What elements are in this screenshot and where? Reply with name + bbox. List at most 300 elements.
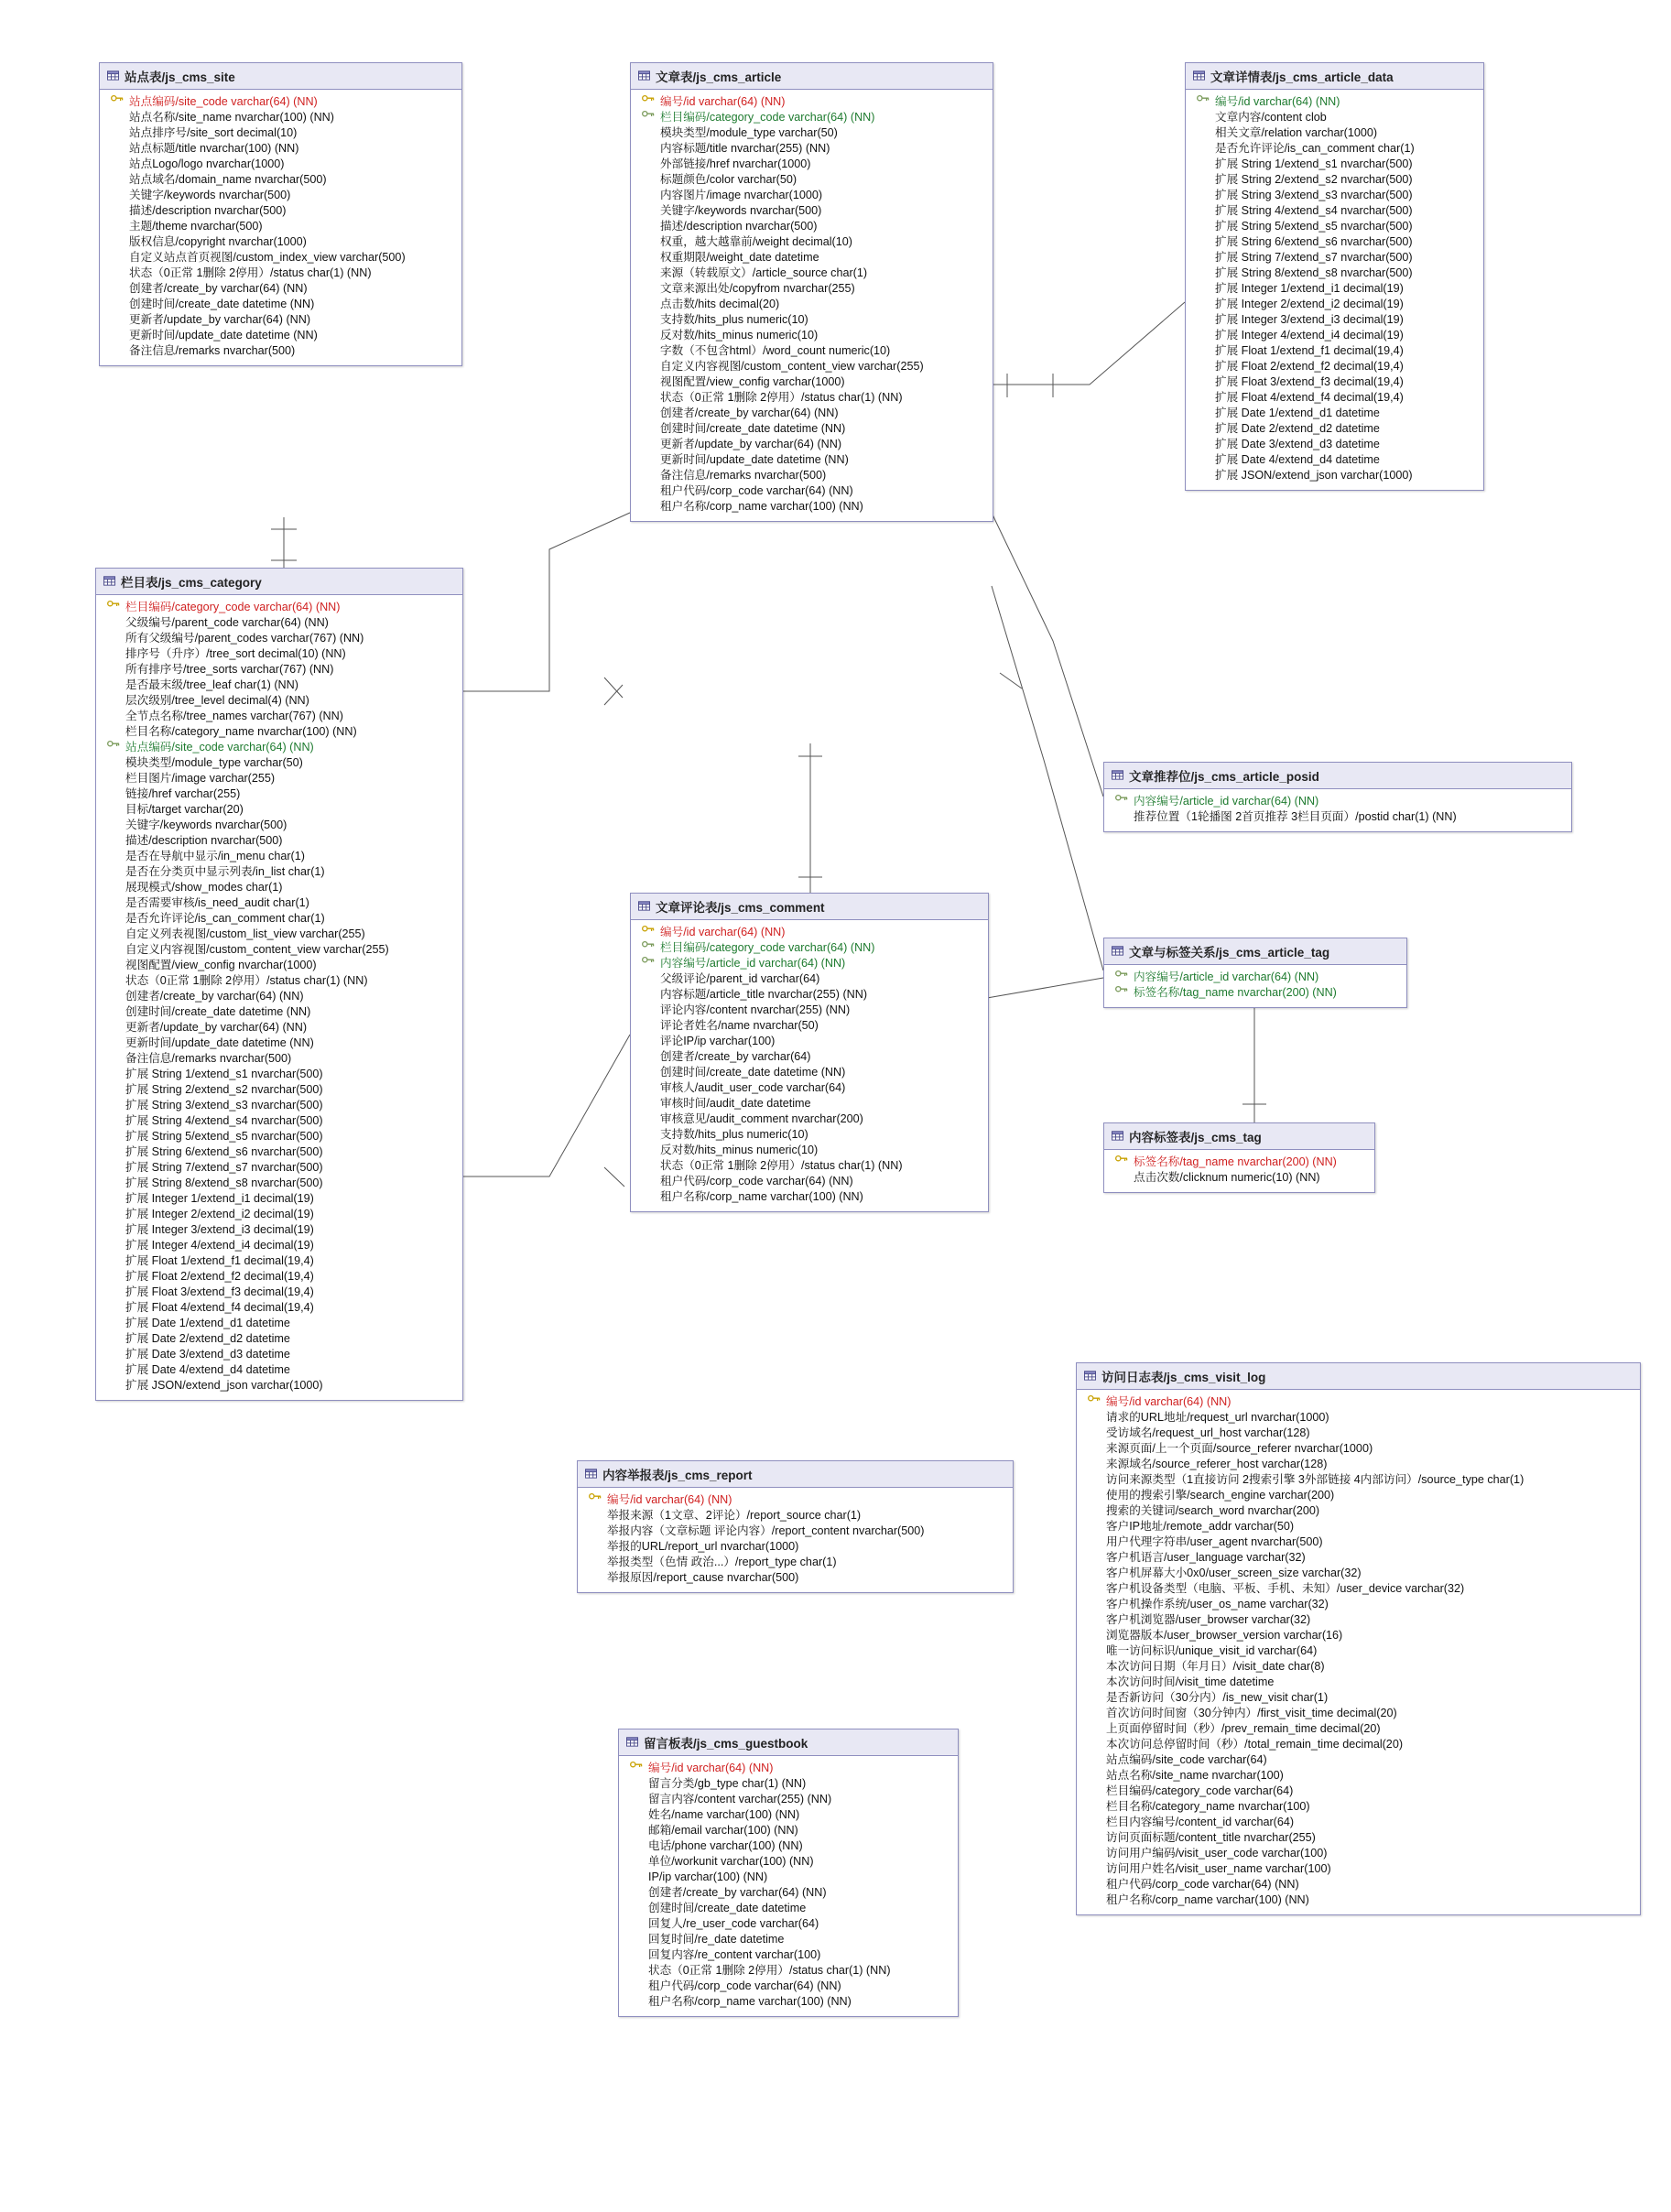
column-row (1082, 1441, 1634, 1457)
column-row (105, 266, 456, 281)
column-label: 模块类型/module_type varchar(50) (660, 126, 838, 139)
column-label: 扩展 Date 4/extend_d4 datetime (1215, 453, 1380, 466)
column-row (1191, 312, 1478, 328)
entity-header-report (578, 1461, 1013, 1488)
column-row (102, 1316, 457, 1331)
column-label: 父级编号/parent_code varchar(64) (NN) (125, 616, 329, 629)
column-row (102, 1129, 457, 1144)
column-label: 是否允许评论/is_can_comment char(1) (125, 912, 325, 925)
column-row (1082, 1550, 1634, 1566)
column-row (102, 880, 457, 895)
entity-header-comment (631, 894, 988, 920)
column-label: 扩展 Float 1/extend_f1 decimal(19,4) (1215, 344, 1404, 357)
column-label: 扩展 String 7/extend_s7 nvarchar(500) (125, 1161, 323, 1174)
entity-header-article_tag (1104, 938, 1406, 965)
column-row (1191, 452, 1478, 468)
column-row (624, 1979, 952, 1994)
column-label: 创建者/create_by varchar(64) (NN) (648, 1886, 827, 1899)
column-label: 内容编号/article_id varchar(64) (NN) (1134, 795, 1319, 808)
column-row (105, 234, 456, 250)
column-row (583, 1523, 1007, 1539)
column-label: 所有排序号/tree_sorts varchar(767) (NN) (125, 663, 334, 676)
column-label: 举报内容（文章标题 评论内容）/report_content nvarchar(500) (607, 1524, 925, 1537)
column-label: 标签名称/tag_name nvarchar(200) (NN) (1134, 986, 1337, 999)
column-row (1082, 1784, 1634, 1799)
column-label: 租户名称/corp_name varchar(100) (NN) (660, 1190, 863, 1203)
entity-visit_log[interactable] (1076, 1362, 1641, 1915)
column-row (105, 157, 456, 172)
column-label: 扩展 String 8/extend_s8 nvarchar(500) (125, 1176, 323, 1189)
column-row (1082, 1877, 1634, 1892)
primary-key-icon (102, 600, 125, 609)
column-label: 客户机设备类型（电脑、平板、手机、未知）/user_device varchar(32) (1106, 1582, 1465, 1595)
column-row (624, 1916, 952, 1932)
entity-columns (100, 90, 461, 365)
column-label: 客户机操作系统/user_os_name varchar(32) (1106, 1598, 1329, 1610)
foreign-key-icon (636, 956, 660, 965)
column-row (1082, 1457, 1634, 1472)
column-label: 文章内容/content clob (1215, 111, 1327, 124)
column-row (636, 499, 987, 515)
column-row (624, 1792, 952, 1807)
column-row (1191, 141, 1478, 157)
column-label: 浏览器版本/user_browser_version varchar(16) (1106, 1629, 1343, 1642)
column-label: 请求的URL地址/request_url nvarchar(1000) (1106, 1411, 1329, 1424)
column-row (102, 1285, 457, 1300)
column-label: 站点编码/site_code varchar(64) (NN) (129, 95, 318, 108)
column-label: 租户名称/corp_name varchar(100) (NN) (660, 500, 863, 513)
column-row (105, 297, 456, 312)
column-label: 审核时间/audit_date datetime (660, 1097, 811, 1110)
column-row (102, 678, 457, 693)
column-row (624, 1823, 952, 1838)
column-label: 链接/href varchar(255) (125, 787, 241, 800)
entity-article_data[interactable] (1185, 62, 1484, 491)
entity-title: 访问日志表/js_cms_visit_log (1101, 1371, 1266, 1384)
column-label: 权重，越大越靠前/weight decimal(10) (660, 235, 852, 248)
column-row (102, 693, 457, 709)
column-label: 客户机语言/user_language varchar(32) (1106, 1551, 1306, 1564)
column-row (102, 1082, 457, 1098)
column-label: 视图配置/view_config nvarchar(1000) (125, 959, 317, 971)
column-row (636, 987, 982, 1003)
column-label: 内容标题/title nvarchar(255) (NN) (660, 142, 830, 155)
column-label: 栏目内容编号/content_id varchar(64) (1106, 1816, 1295, 1828)
column-row (636, 297, 987, 312)
entity-columns (1104, 789, 1571, 831)
column-label: 更新者/update_by varchar(64) (NN) (129, 313, 311, 326)
column-label: 本次访问日期（年月日）/visit_date char(8) (1106, 1660, 1325, 1673)
column-row (624, 1838, 952, 1854)
column-label: 栏目编码/category_code varchar(64) (NN) (125, 601, 341, 613)
column-row (102, 911, 457, 927)
column-label: 站点排序号/site_sort decimal(10) (129, 126, 298, 139)
column-row-foreign-key (636, 956, 982, 971)
column-label: 反对数/hits_minus numeric(10) (660, 1144, 819, 1156)
column-row (1191, 374, 1478, 390)
column-row (105, 125, 456, 141)
column-label: 扩展 Float 4/extend_f4 decimal(19,4) (125, 1301, 314, 1314)
column-row (1082, 1768, 1634, 1784)
column-label: 层次级别/tree_level decimal(4) (NN) (125, 694, 309, 707)
column-row (636, 157, 987, 172)
column-row (1082, 1643, 1634, 1659)
column-row (102, 973, 457, 989)
column-row-foreign-key (1110, 794, 1566, 809)
column-label: 姓名/name varchar(100) (NN) (648, 1808, 800, 1821)
foreign-key-icon (636, 940, 660, 949)
entity-header-article (631, 63, 993, 90)
column-label: 扩展 Date 4/extend_d4 datetime (125, 1363, 290, 1376)
column-row (1082, 1581, 1634, 1597)
column-label: 模块类型/module_type varchar(50) (125, 756, 303, 769)
column-label: 扩展 Integer 1/extend_i1 decimal(19) (1215, 282, 1404, 295)
column-row (102, 927, 457, 942)
foreign-key-icon (1110, 970, 1134, 979)
column-row (1082, 1488, 1634, 1503)
column-row (102, 1067, 457, 1082)
column-row (1082, 1690, 1634, 1706)
column-row (1082, 1675, 1634, 1690)
entity-article[interactable] (630, 62, 993, 522)
column-row (624, 1807, 952, 1823)
entity-columns (1104, 965, 1406, 1007)
entity-title: 文章详情表/js_cms_article_data (1210, 70, 1394, 84)
column-label: 是否新访问（30分内）/is_new_visit char(1) (1106, 1691, 1329, 1704)
column-label: 备注信息/remarks nvarchar(500) (660, 469, 827, 482)
column-label: 回复时间/re_date datetime (648, 1933, 785, 1946)
column-label: 自定义内容视图/custom_content_view varchar(255) (660, 360, 924, 373)
column-label: 创建时间/create_date datetime (NN) (660, 422, 846, 435)
column-row (102, 1253, 457, 1269)
column-row (102, 631, 457, 646)
foreign-key-icon (1191, 94, 1215, 103)
column-label: 反对数/hits_minus numeric(10) (660, 329, 819, 342)
column-row (636, 437, 987, 452)
entity-title: 栏目表/js_cms_category (121, 576, 262, 590)
column-label: 扩展 String 8/extend_s8 nvarchar(500) (1215, 266, 1413, 279)
column-row (636, 1065, 982, 1080)
column-label: 排序号（升序）/tree_sort decimal(10) (NN) (125, 647, 346, 660)
column-label: 使用的搜索引擎/search_engine varchar(200) (1106, 1489, 1335, 1502)
entity-columns (619, 1756, 958, 2016)
table-icon (107, 70, 119, 83)
column-row (636, 219, 987, 234)
foreign-key-icon (1110, 794, 1134, 803)
column-label: 内容标题/article_title nvarchar(255) (NN) (660, 988, 868, 1001)
entity-header-site (100, 63, 461, 90)
column-label: 扩展 String 2/extend_s2 nvarchar(500) (125, 1083, 323, 1096)
column-row-primary-key (1082, 1394, 1634, 1410)
column-label: 扩展 String 4/extend_s4 nvarchar(500) (1215, 204, 1413, 217)
column-label: 扩展 Date 3/extend_d3 datetime (125, 1348, 290, 1361)
column-label: 租户名称/corp_name varchar(100) (NN) (1106, 1893, 1309, 1906)
column-label: 扩展 JSON/extend_json varchar(1000) (125, 1379, 323, 1392)
table-icon (1112, 769, 1123, 783)
column-label: 是否允许评论/is_can_comment char(1) (1215, 142, 1415, 155)
entity-article_tag[interactable] (1103, 938, 1407, 1008)
column-row (636, 188, 987, 203)
column-row (105, 328, 456, 343)
column-row (636, 141, 987, 157)
column-row (102, 615, 457, 631)
table-icon (585, 1468, 597, 1481)
column-label: 关键字/keywords nvarchar(500) (660, 204, 822, 217)
column-row (1191, 406, 1478, 421)
column-row (624, 1776, 952, 1792)
column-row (624, 1963, 952, 1979)
column-label: 租户代码/corp_code varchar(64) (NN) (660, 1175, 853, 1187)
column-row (636, 971, 982, 987)
column-row (102, 958, 457, 973)
column-row (624, 1947, 952, 1963)
column-row-foreign-key (102, 740, 457, 755)
column-label: 是否最末级/tree_leaf char(1) (NN) (125, 678, 298, 691)
entity-category[interactable] (95, 568, 463, 1401)
column-label: 状态（0正常 1删除 2停用）/status char(1) (NN) (129, 266, 372, 279)
table-icon (638, 70, 650, 83)
column-label: 编号/id varchar(64) (NN) (660, 95, 786, 108)
column-label: 租户名称/corp_name varchar(100) (NN) (648, 1995, 852, 2008)
column-label: 搜索的关键词/search_word nvarchar(200) (1106, 1504, 1320, 1517)
column-label: 更新者/update_by varchar(64) (NN) (125, 1021, 308, 1034)
column-label: 点击次数/clicknum numeric(10) (NN) (1134, 1171, 1320, 1184)
entity-tag[interactable] (1103, 1122, 1375, 1193)
column-label: 关键字/keywords nvarchar(500) (125, 819, 288, 831)
primary-key-icon (624, 1761, 648, 1770)
column-label: 租户代码/corp_code varchar(64) (NN) (660, 484, 853, 497)
column-row (102, 895, 457, 911)
column-row (1191, 421, 1478, 437)
column-row (1110, 1170, 1369, 1186)
column-row (102, 1378, 457, 1393)
column-label: 推荐位置（1轮播图 2首页推荐 3栏目页面）/postid char(1) (NN) (1134, 810, 1457, 823)
column-row (1191, 343, 1478, 359)
column-row (102, 1300, 457, 1316)
column-row (636, 1189, 982, 1205)
column-row (102, 942, 457, 958)
column-label: 文章来源出处/copyfrom nvarchar(255) (660, 282, 855, 295)
column-row (1082, 1706, 1634, 1721)
column-row (102, 786, 457, 802)
column-row (1082, 1426, 1634, 1441)
column-row (636, 468, 987, 483)
column-label: 扩展 Integer 3/extend_i3 decimal(19) (125, 1223, 314, 1236)
column-row (636, 343, 987, 359)
entity-header-article_data (1186, 63, 1483, 90)
entity-title: 内容举报表/js_cms_report (602, 1469, 753, 1482)
column-label: 自定义站点首页视图/custom_index_view varchar(500) (129, 251, 406, 264)
column-label: 是否在导航中显示/in_menu char(1) (125, 850, 305, 862)
column-label: 创建时间/create_date datetime (NN) (125, 1005, 311, 1018)
table-icon (103, 575, 115, 589)
column-label: 栏目名称/category_name nvarchar(100) (NN) (125, 725, 357, 738)
column-label: 字数（不包含html）/word_count numeric(10) (660, 344, 891, 357)
column-row-primary-key (636, 94, 987, 110)
column-row-primary-key (636, 925, 982, 940)
column-label: 描述/description nvarchar(500) (125, 834, 283, 847)
column-row (624, 1994, 952, 2010)
column-label: 扩展 Date 1/extend_d1 datetime (125, 1317, 290, 1329)
entity-title: 文章推荐位/js_cms_article_posid (1129, 770, 1319, 784)
entity-header-guestbook (619, 1729, 958, 1756)
column-row (583, 1570, 1007, 1586)
column-row (636, 312, 987, 328)
entity-comment[interactable] (630, 893, 989, 1212)
column-row (102, 1347, 457, 1362)
column-row (636, 1127, 982, 1143)
primary-key-icon (636, 925, 660, 934)
column-row (102, 849, 457, 864)
column-row (1110, 809, 1566, 825)
column-row (636, 1034, 982, 1049)
column-label: 扩展 Date 3/extend_d3 datetime (1215, 438, 1380, 450)
table-icon (1193, 70, 1205, 83)
column-row (1191, 234, 1478, 250)
column-label: 客户机浏览器/user_browser varchar(32) (1106, 1613, 1311, 1626)
column-label: 站点名称/site_name nvarchar(100) (1106, 1769, 1284, 1782)
column-row (105, 312, 456, 328)
column-label: 扩展 Integer 4/extend_i4 decimal(19) (125, 1239, 314, 1252)
column-row (1191, 437, 1478, 452)
column-label: 栏目编码/category_code varchar(64) (1106, 1784, 1294, 1797)
column-label: 访问用户编码/visit_user_code varchar(100) (1106, 1847, 1328, 1860)
column-label: 扩展 String 7/extend_s7 nvarchar(500) (1215, 251, 1413, 264)
primary-key-icon (105, 94, 129, 103)
column-label: 扩展 Float 2/extend_f2 decimal(19,4) (125, 1270, 314, 1283)
column-label: 来源（转载原文）/article_source char(1) (660, 266, 868, 279)
column-row (1191, 219, 1478, 234)
entity-title: 文章评论表/js_cms_comment (656, 901, 825, 915)
column-label: 举报的URL/report_url nvarchar(1000) (607, 1540, 799, 1553)
column-row (1191, 468, 1478, 483)
primary-key-icon (636, 94, 660, 103)
column-label: 编号/id varchar(64) (NN) (607, 1493, 732, 1506)
column-label: 状态（0正常 1删除 2停用）/status char(1) (NN) (660, 391, 903, 404)
column-row (102, 1098, 457, 1113)
column-label: 更新时间/update_date datetime (NN) (660, 453, 849, 466)
entity-columns (631, 920, 988, 1211)
column-row (636, 390, 987, 406)
entity-article_posid[interactable] (1103, 762, 1572, 832)
column-row (105, 141, 456, 157)
column-label: 创建时间/create_date datetime (NN) (660, 1066, 846, 1079)
column-label: 访问页面标题/content_title nvarchar(255) (1106, 1831, 1316, 1844)
column-row (102, 771, 457, 786)
column-label: 扩展 String 3/extend_s3 nvarchar(500) (1215, 189, 1413, 201)
column-row (1191, 359, 1478, 374)
column-label: 编号/id varchar(64) (NN) (660, 926, 786, 938)
column-label: 更新时间/update_date datetime (NN) (125, 1036, 314, 1049)
column-row (105, 188, 456, 203)
column-row (1082, 1534, 1634, 1550)
column-row (636, 406, 987, 421)
column-label: 首次访问时间窗（30分钟内）/first_visit_time decimal(20) (1106, 1707, 1397, 1719)
entity-report[interactable] (577, 1460, 1014, 1593)
column-label: 扩展 Integer 1/extend_i1 decimal(19) (125, 1192, 314, 1205)
column-row (636, 1049, 982, 1065)
column-row (1082, 1472, 1634, 1488)
column-row (1082, 1566, 1634, 1581)
column-row (102, 818, 457, 833)
column-label: 站点名称/site_name nvarchar(100) (NN) (129, 111, 334, 124)
column-row-primary-key (102, 600, 457, 615)
column-row (636, 1143, 982, 1158)
entity-columns (1186, 90, 1483, 490)
column-label: 来源域名/source_referer_host varchar(128) (1106, 1458, 1328, 1470)
column-row (636, 172, 987, 188)
column-label: 状态（0正常 1删除 2停用）/status char(1) (NN) (660, 1159, 903, 1172)
column-label: 举报来源（1文章、2评论）/report_source char(1) (607, 1509, 862, 1522)
column-label: 扩展 Float 2/extend_f2 decimal(19,4) (1215, 360, 1404, 373)
column-label: 扩展 String 5/extend_s5 nvarchar(500) (1215, 220, 1413, 233)
entity-header-article_posid (1104, 763, 1571, 789)
column-label: 客户IP地址/remote_addr varchar(50) (1106, 1520, 1295, 1533)
column-label: 扩展 JSON/extend_json varchar(1000) (1215, 469, 1413, 482)
column-row (583, 1539, 1007, 1555)
entity-columns (1077, 1390, 1640, 1914)
entity-columns (631, 90, 993, 521)
column-label: 审核意见/audit_comment nvarchar(200) (660, 1112, 863, 1125)
column-row (1191, 328, 1478, 343)
column-row (1191, 125, 1478, 141)
column-row (1191, 188, 1478, 203)
column-label: 编号/id varchar(64) (NN) (1106, 1395, 1232, 1408)
entity-title: 文章表/js_cms_article (656, 70, 782, 84)
column-row (1082, 1846, 1634, 1861)
column-label: 本次访问总停留时间（秒）/total_remain_time decimal(20) (1106, 1738, 1404, 1751)
column-row (1082, 1519, 1634, 1534)
column-row (1082, 1503, 1634, 1519)
column-label: 举报类型（色情 政治...）/report_type char(1) (607, 1556, 837, 1568)
column-label: 扩展 String 5/extend_s5 nvarchar(500) (125, 1130, 323, 1143)
column-label: 主题/theme nvarchar(500) (129, 220, 263, 233)
column-label: 相关文章/relation varchar(1000) (1215, 126, 1378, 139)
entity-site[interactable] (99, 62, 462, 366)
column-label: 来源页面/上一个页面/source_referer nvarchar(1000) (1106, 1442, 1373, 1455)
column-label: 是否需要审核/is_need_audit char(1) (125, 896, 309, 909)
foreign-key-icon (1110, 985, 1134, 994)
column-label: 扩展 String 2/extend_s2 nvarchar(500) (1215, 173, 1413, 186)
column-label: 内容图片/image nvarchar(1000) (660, 189, 823, 201)
column-label: 评论IP/ip varchar(100) (660, 1035, 776, 1047)
column-label: 视图配置/view_config varchar(1000) (660, 375, 845, 388)
column-row (105, 172, 456, 188)
column-row (624, 1854, 952, 1870)
column-label: 单位/workunit varchar(100) (NN) (648, 1855, 814, 1868)
column-row (102, 1144, 457, 1160)
column-row (1082, 1628, 1634, 1643)
entity-guestbook[interactable] (618, 1729, 959, 2017)
column-row-foreign-key (1191, 94, 1478, 110)
column-row (1191, 297, 1478, 312)
column-row (624, 1870, 952, 1885)
column-row (102, 1160, 457, 1176)
column-label: 扩展 String 1/extend_s1 nvarchar(500) (1215, 157, 1413, 170)
column-row (1191, 172, 1478, 188)
column-row (105, 110, 456, 125)
column-row (1082, 1597, 1634, 1612)
column-row (583, 1508, 1007, 1523)
column-label: 站点标题/title nvarchar(100) (NN) (129, 142, 299, 155)
column-label: 访问来源类型（1直接访问 2搜索引擎 3外部链接 4内部访问）/source_type char(1) (1106, 1473, 1525, 1486)
column-row (1082, 1861, 1634, 1877)
column-row-foreign-key (1110, 970, 1401, 985)
column-label: 备注信息/remarks nvarchar(500) (125, 1052, 292, 1065)
column-label: 评论者姓名/name nvarchar(50) (660, 1019, 819, 1032)
column-label: 描述/description nvarchar(500) (129, 204, 287, 217)
column-row (102, 833, 457, 849)
